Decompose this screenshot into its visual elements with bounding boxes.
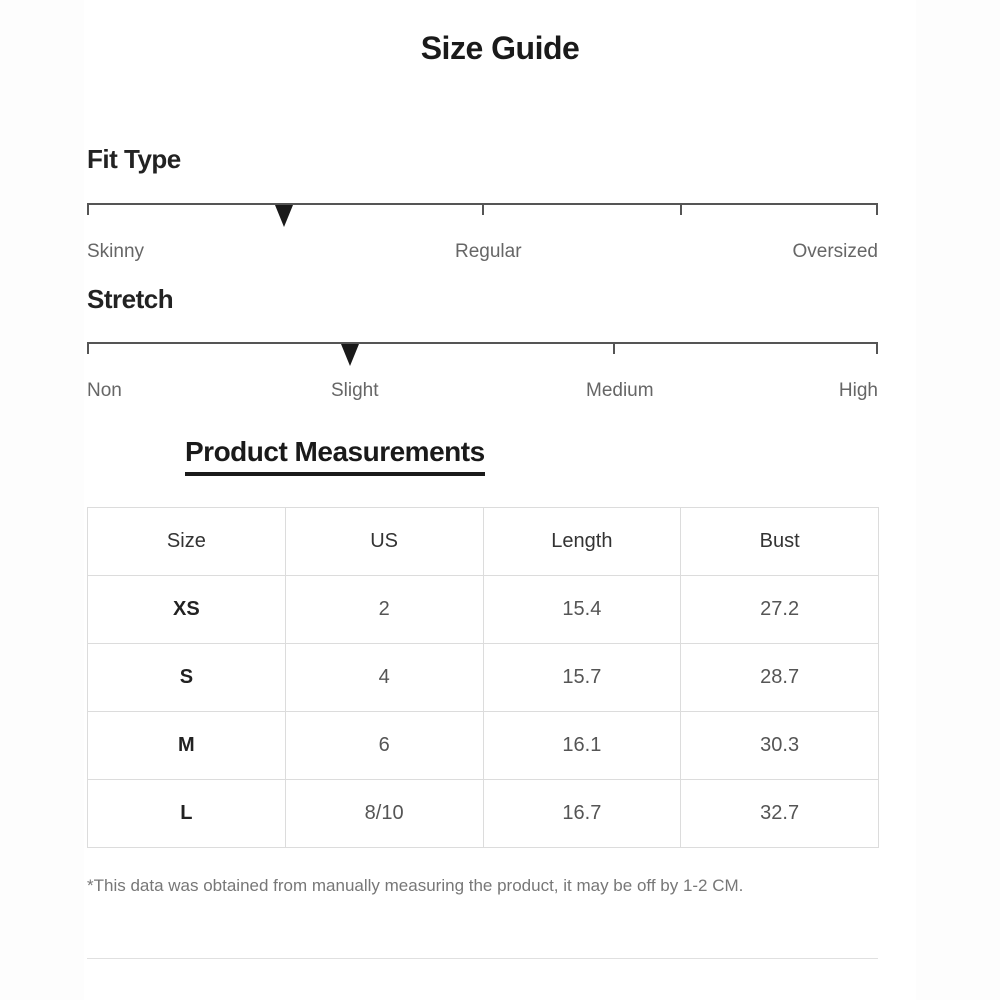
table-cell-size: L: [88, 780, 286, 848]
stretch-label-high: High: [838, 380, 878, 401]
table-cell-us: 2: [285, 576, 483, 644]
stretch-scale: [87, 342, 878, 344]
fit-type-tick: [680, 203, 682, 215]
measurements-table: [87, 507, 879, 848]
table-cell-bust: 27.2: [681, 576, 879, 644]
table-cell-us: 6: [285, 712, 483, 780]
table-row: [88, 780, 879, 848]
column-header-bust: Bust: [681, 508, 879, 576]
fit-type-tick: [87, 203, 89, 215]
table-cell-bust: 32.7: [681, 780, 879, 848]
column-header-us: US: [285, 508, 483, 576]
stretch-tick: [87, 342, 89, 354]
table-cell-size: XS: [88, 576, 286, 644]
table-cell-length: 16.7: [483, 780, 681, 848]
fit-type-label-regular: Regular: [455, 241, 522, 262]
table-cell-length: 16.1: [483, 712, 681, 780]
stretch-tick: [876, 342, 878, 354]
column-header-length: Length: [483, 508, 681, 576]
table-row: [88, 644, 879, 712]
fit-type-tick: [482, 203, 484, 215]
table-header-row: [88, 508, 879, 576]
column-header-size: Size: [88, 508, 286, 576]
footer-divider: [87, 958, 878, 959]
measurement-disclaimer: *This data was obtained from manually measuring the product, it may be off by 1-2 CM.: [87, 876, 744, 895]
fit-type-marker-icon: [275, 205, 293, 227]
table-cell-length: 15.7: [483, 644, 681, 712]
fit-type-tick: [876, 203, 878, 215]
table-cell-us: 4: [285, 644, 483, 712]
table-row: [88, 576, 879, 644]
table-cell-us: 8/10: [285, 780, 483, 848]
table-cell-size: S: [88, 644, 286, 712]
table-cell-length: 15.4: [483, 576, 681, 644]
fit-type-label-skinny: Skinny: [87, 241, 145, 262]
table-cell-bust: 28.7: [681, 644, 879, 712]
stretch-marker-icon: [341, 344, 359, 366]
stretch-label-slight: Slight: [331, 380, 379, 401]
fit-type-heading: Fit Type: [87, 144, 181, 174]
size-guide-sheet: [84, 0, 916, 1000]
table-row: [88, 712, 879, 780]
product-measurements-heading: Product Measurements: [185, 436, 485, 476]
table-cell-bust: 30.3: [681, 712, 879, 780]
stretch-heading: Stretch: [87, 284, 174, 314]
page-title: Size Guide: [420, 30, 580, 66]
stretch-label-non: Non: [87, 380, 122, 401]
stretch-label-medium: Medium: [586, 380, 654, 401]
table-cell-size: M: [88, 712, 286, 780]
stretch-tick: [613, 342, 615, 354]
fit-type-label-oversized: Oversized: [792, 241, 878, 262]
